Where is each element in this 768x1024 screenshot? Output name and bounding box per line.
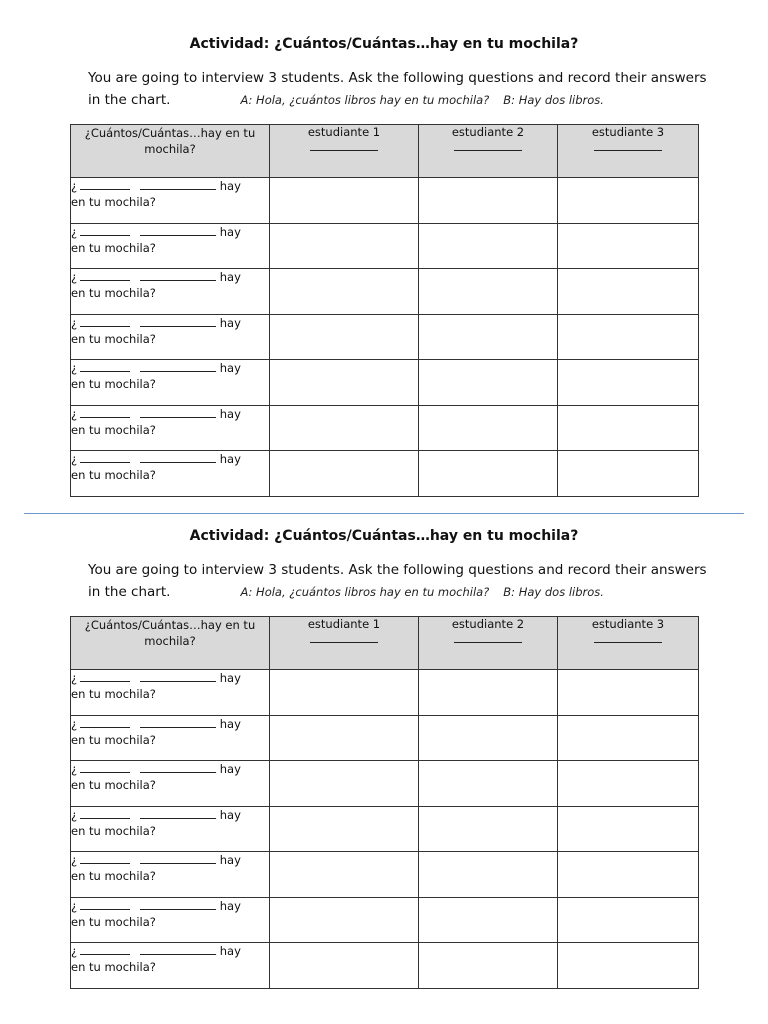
answer-cell-3[interactable] [558, 761, 699, 807]
table-row [71, 314, 699, 360]
table-row [71, 852, 699, 898]
name-blank[interactable] [594, 150, 662, 151]
prompt-start: ¿ [71, 671, 78, 685]
item-blank[interactable] [140, 718, 216, 728]
prompt-hay: hay [219, 671, 241, 685]
answer-cell-1[interactable] [270, 670, 419, 716]
item-blank[interactable] [140, 945, 216, 955]
answer-cell-2[interactable] [419, 852, 558, 898]
number-blank[interactable] [80, 854, 130, 864]
prompt-start: ¿ [71, 270, 78, 284]
prompt-hay: hay [219, 807, 241, 822]
number-blank[interactable] [80, 672, 130, 682]
answer-cell-1[interactable] [270, 761, 419, 807]
prompt-hay: hay [219, 716, 241, 731]
answer-cell-3[interactable] [558, 806, 699, 852]
instructions-text: You are going to interview 3 students. Ask the following questions and record their answers in the chart. [88, 562, 707, 600]
question-header: ¿Cuántos/Cuántas…hay en tu mochila? [71, 617, 270, 670]
question-cell [71, 360, 270, 406]
student-header-3 [558, 125, 699, 178]
number-blank[interactable] [80, 180, 130, 190]
name-blank[interactable] [310, 150, 378, 151]
answer-cell-3[interactable] [558, 314, 699, 360]
answer-cell-2[interactable] [419, 314, 558, 360]
header-row [71, 617, 699, 670]
prompt-end: en tu mochila? [71, 732, 156, 747]
item-blank[interactable] [140, 226, 216, 236]
example-dialogue [240, 585, 618, 599]
item-blank[interactable] [140, 809, 216, 819]
table-row [71, 360, 699, 406]
answer-cell-2[interactable] [419, 806, 558, 852]
prompt-end: en tu mochila? [71, 960, 156, 974]
page-divider [24, 513, 744, 514]
table-row [71, 670, 699, 716]
prompt-start: ¿ [71, 853, 78, 867]
example-dialogue [240, 93, 618, 107]
table-row [71, 405, 699, 451]
number-blank[interactable] [80, 453, 130, 463]
prompt-start: ¿ [71, 762, 78, 776]
student-label: estudiante 1 [307, 125, 381, 139]
prompt-start: ¿ [71, 944, 78, 958]
question-cell [71, 223, 270, 269]
instructions [88, 67, 708, 111]
item-blank[interactable] [140, 453, 216, 463]
answer-cell-1[interactable] [270, 451, 419, 497]
prompt-end: en tu mochila? [71, 195, 156, 209]
question-cell [71, 761, 270, 807]
answer-cell-3[interactable] [558, 897, 699, 943]
table-row [71, 761, 699, 807]
student-label: estudiante 3 [591, 617, 665, 631]
answer-cell-3[interactable] [558, 670, 699, 716]
interview-chart [70, 124, 699, 497]
prompt-end: en tu mochila? [71, 468, 156, 482]
answer-cell-3[interactable] [558, 943, 699, 989]
answer-cell-3[interactable] [558, 360, 699, 406]
table-row [71, 269, 699, 315]
prompt-start: ¿ [71, 452, 78, 466]
table-row [71, 806, 699, 852]
prompt-hay: hay [219, 179, 241, 193]
item-blank[interactable] [140, 271, 216, 281]
prompt-end: en tu mochila? [71, 286, 156, 300]
answer-cell-2[interactable] [419, 943, 558, 989]
number-blank[interactable] [80, 408, 130, 418]
prompt-start: ¿ [71, 361, 78, 375]
prompt-end: en tu mochila? [71, 778, 156, 792]
prompt-hay: hay [219, 944, 241, 958]
number-blank[interactable] [80, 271, 130, 281]
item-blank[interactable] [140, 672, 216, 682]
table-row [71, 715, 699, 761]
table-row [71, 897, 699, 943]
answer-cell-2[interactable] [419, 360, 558, 406]
answer-cell-3[interactable] [558, 451, 699, 497]
prompt-start: ¿ [71, 179, 78, 193]
prompt-hay: hay [219, 315, 241, 330]
name-blank[interactable] [594, 642, 662, 643]
table-row [71, 451, 699, 497]
answer-cell-3[interactable] [558, 269, 699, 315]
prompt-start: ¿ [71, 807, 78, 822]
prompt-hay: hay [219, 224, 241, 239]
question-cell [71, 806, 270, 852]
question-cell [71, 451, 270, 497]
question-cell [71, 269, 270, 315]
answer-cell-2[interactable] [419, 670, 558, 716]
table-row [71, 223, 699, 269]
name-blank[interactable] [454, 150, 522, 151]
prompt-start: ¿ [71, 406, 78, 421]
number-blank[interactable] [80, 718, 130, 728]
question-cell [71, 178, 270, 224]
item-blank[interactable] [140, 362, 216, 372]
item-blank[interactable] [140, 900, 216, 910]
answer-cell-1[interactable] [270, 360, 419, 406]
instructions [88, 559, 708, 603]
prompt-end: en tu mochila? [71, 823, 156, 838]
answer-cell-1[interactable] [270, 178, 419, 224]
number-blank[interactable] [80, 945, 130, 955]
item-blank[interactable] [140, 180, 216, 190]
answer-cell-3[interactable] [558, 178, 699, 224]
prompt-end: en tu mochila? [71, 240, 156, 255]
student-header-1 [270, 125, 419, 178]
prompt-start: ¿ [71, 716, 78, 731]
question-cell [71, 943, 270, 989]
item-blank[interactable] [140, 854, 216, 864]
name-blank[interactable] [454, 642, 522, 643]
name-blank[interactable] [310, 642, 378, 643]
answer-cell-2[interactable] [419, 269, 558, 315]
question-cell [71, 897, 270, 943]
prompt-end: en tu mochila? [71, 914, 156, 929]
table-row [71, 178, 699, 224]
answer-cell-1[interactable] [270, 806, 419, 852]
student-header-2 [419, 617, 558, 670]
prompt-start: ¿ [71, 224, 78, 239]
worksheet-section-2 [0, 526, 768, 974]
answer-cell-3[interactable] [558, 223, 699, 269]
prompt-hay: hay [219, 361, 241, 375]
student-label: estudiante 2 [451, 617, 525, 631]
number-blank[interactable] [80, 226, 130, 236]
prompt-end: en tu mochila? [71, 869, 156, 883]
number-blank[interactable] [80, 809, 130, 819]
answer-cell-1[interactable] [270, 715, 419, 761]
number-blank[interactable] [80, 900, 130, 910]
student-header-1 [270, 617, 419, 670]
example-b: B: Hay dos libros. [503, 93, 604, 107]
answer-cell-3[interactable] [558, 715, 699, 761]
prompt-end: en tu mochila? [71, 331, 156, 346]
question-cell [71, 852, 270, 898]
example-a: A: Hola, ¿cuántos libros hay en tu mochila? [240, 585, 490, 599]
question-cell [71, 715, 270, 761]
answer-cell-2[interactable] [419, 761, 558, 807]
student-label: estudiante 2 [451, 125, 525, 139]
number-blank[interactable] [80, 763, 130, 773]
answer-cell-1[interactable] [270, 314, 419, 360]
prompt-end: en tu mochila? [71, 687, 156, 701]
prompt-hay: hay [219, 762, 241, 776]
item-blank[interactable] [140, 408, 216, 418]
prompt-hay: hay [219, 406, 241, 421]
prompt-hay: hay [219, 270, 241, 284]
answer-cell-1[interactable] [270, 852, 419, 898]
answer-cell-2[interactable] [419, 715, 558, 761]
header-row [71, 125, 699, 178]
prompt-start: ¿ [71, 315, 78, 330]
prompt-end: en tu mochila? [71, 377, 156, 391]
answer-cell-2[interactable] [419, 897, 558, 943]
answer-cell-2[interactable] [419, 451, 558, 497]
answer-cell-2[interactable] [419, 405, 558, 451]
student-label: estudiante 3 [591, 125, 665, 139]
number-blank[interactable] [80, 362, 130, 372]
prompt-start: ¿ [71, 898, 78, 913]
student-header-2 [419, 125, 558, 178]
prompt-hay: hay [219, 452, 241, 466]
number-blank[interactable] [80, 317, 130, 327]
answer-cell-3[interactable] [558, 405, 699, 451]
answer-cell-1[interactable] [270, 897, 419, 943]
instructions-text: You are going to interview 3 students. Ask the following questions and record their answers in the chart. [88, 70, 707, 108]
item-blank[interactable] [140, 317, 216, 327]
answer-cell-1[interactable] [270, 943, 419, 989]
activity-title: Actividad: ¿Cuántos/Cuántas…hay en tu mochila? [189, 528, 579, 544]
interview-chart [70, 616, 699, 989]
question-cell [71, 405, 270, 451]
question-cell [71, 670, 270, 716]
prompt-end: en tu mochila? [71, 422, 156, 437]
student-label: estudiante 1 [307, 617, 381, 631]
prompt-hay: hay [219, 898, 241, 913]
prompt-hay: hay [219, 853, 241, 867]
example-a: A: Hola, ¿cuántos libros hay en tu mochila? [240, 93, 490, 107]
item-blank[interactable] [140, 763, 216, 773]
table-row [71, 943, 699, 989]
worksheet-section-1 [0, 34, 768, 482]
answer-cell-1[interactable] [270, 223, 419, 269]
example-b: B: Hay dos libros. [503, 585, 604, 599]
answer-cell-2[interactable] [419, 223, 558, 269]
answer-cell-1[interactable] [270, 269, 419, 315]
answer-cell-1[interactable] [270, 405, 419, 451]
answer-cell-2[interactable] [419, 178, 558, 224]
question-cell [71, 314, 270, 360]
question-header: ¿Cuántos/Cuántas…hay en tu mochila? [71, 125, 270, 178]
student-header-3 [558, 617, 699, 670]
activity-title: Actividad: ¿Cuántos/Cuántas…hay en tu mochila? [189, 36, 579, 52]
answer-cell-3[interactable] [558, 852, 699, 898]
